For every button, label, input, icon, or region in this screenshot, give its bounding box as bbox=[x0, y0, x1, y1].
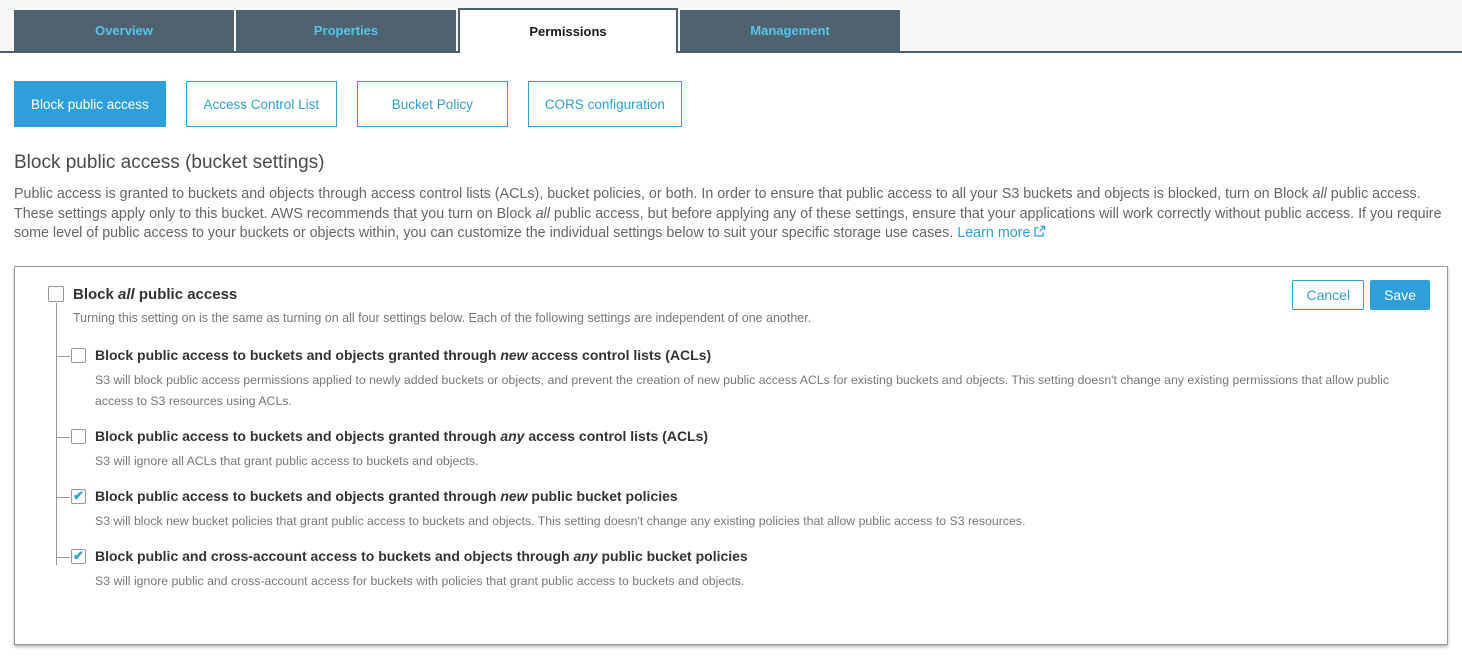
setting-block-any-bucket-policies bbox=[71, 548, 1429, 592]
learn-more-link[interactable]: Learn more bbox=[957, 225, 1031, 241]
subtab-bucket-policy[interactable]: Bucket Policy bbox=[357, 81, 508, 127]
tab-management[interactable]: Management bbox=[680, 10, 900, 51]
tab-properties[interactable]: Properties bbox=[236, 10, 456, 51]
tab-overview[interactable]: Overview bbox=[14, 10, 234, 51]
setting-description: S3 will block public access permissions applied to newly added buckets or objects, and prevent the creation of new public access ACLs for existing buckets and objects. This setting doesn't change any existing permissions that allow public access to S3 resources using ACLs. bbox=[95, 372, 1389, 408]
setting-block-new-acls bbox=[71, 347, 1429, 412]
master-label-pre: Block bbox=[73, 285, 119, 303]
permissions-subtab-bar bbox=[14, 81, 1462, 127]
setting-block-any-bucket-policies-checkbox[interactable] bbox=[71, 549, 86, 564]
page-title: Block public access (bucket settings) bbox=[14, 152, 325, 173]
block-all-public-access-row bbox=[48, 286, 1429, 303]
intro-italic-all-2: all bbox=[535, 205, 550, 222]
tab-permissions[interactable]: Permissions bbox=[458, 8, 678, 53]
master-label-post: public access bbox=[134, 285, 238, 303]
cancel-button[interactable]: Cancel bbox=[1292, 280, 1364, 310]
setting-block-new-bucket-policies bbox=[71, 488, 1429, 532]
bucket-tab-bar bbox=[0, 0, 1462, 53]
block-public-access-panel bbox=[14, 266, 1448, 645]
block-all-public-access-label bbox=[73, 286, 237, 303]
setting-block-any-acls bbox=[71, 428, 1429, 472]
intro-italic-all-1: all bbox=[1312, 186, 1327, 202]
setting-title-pre: Block public and cross-account access to buckets and objects through bbox=[95, 548, 574, 565]
setting-block-new-bucket-policies-checkbox[interactable] bbox=[71, 489, 86, 504]
setting-title-italic: new bbox=[500, 346, 528, 363]
master-label-italic: all bbox=[118, 285, 135, 303]
setting-title-post: public bucket policies bbox=[597, 548, 748, 565]
setting-title-post: access control lists (ACLs) bbox=[527, 346, 712, 363]
subtab-cors-configuration[interactable]: CORS configuration bbox=[528, 81, 682, 127]
intro-text-1: Public access is granted to buckets and objects through access control lists (ACLs), bucket policies, or both. In order to ensure that public access to all your S3 buckets and objects is blocked, turn on Block bbox=[14, 186, 1313, 202]
setting-block-any-acls-checkbox[interactable] bbox=[71, 429, 86, 444]
intro-paragraph bbox=[14, 185, 1448, 245]
setting-description: S3 will ignore public and cross-account access for buckets with policies that grant public access to buckets and objects. bbox=[95, 574, 745, 589]
setting-title-italic: any bbox=[500, 427, 525, 444]
setting-title-italic: new bbox=[500, 487, 528, 504]
setting-title-pre: Block public access to buckets and objects granted through bbox=[95, 487, 501, 504]
setting-title bbox=[95, 347, 711, 363]
setting-description: S3 will ignore all ACLs that grant public access to buckets and objects. bbox=[95, 453, 479, 468]
external-link-icon[interactable] bbox=[1033, 225, 1046, 245]
setting-title-italic: any bbox=[573, 548, 598, 565]
subtab-block-public-access[interactable]: Block public access bbox=[14, 81, 166, 127]
block-all-public-access-checkbox[interactable] bbox=[48, 286, 64, 302]
setting-title bbox=[95, 488, 678, 504]
setting-title-post: access control lists (ACLs) bbox=[524, 427, 709, 444]
setting-block-new-acls-checkbox[interactable] bbox=[71, 348, 86, 363]
settings-tree-line bbox=[56, 303, 57, 565]
setting-description: S3 will block new bucket policies that grant public access to buckets and objects. This setting doesn't change any existing policies that allow public access to S3 resources. bbox=[95, 513, 1026, 528]
block-all-public-access-description: Turning this setting on is the same as turning on all four settings below. Each of the following settings are independent of one another. bbox=[73, 310, 812, 325]
intro-text-3: public access, but before applying any of these settings, ensure that your applications will work correctly without public access. If you require some level of public access to your buckets or objects within, you can customize the individual settings below to suit your specific storage use cases. bbox=[14, 205, 1442, 241]
setting-title bbox=[95, 548, 748, 564]
setting-title-pre: Block public access to buckets and objects granted through bbox=[95, 346, 501, 363]
subtab-access-control-list[interactable]: Access Control List bbox=[186, 81, 337, 127]
intro-text-2: public access. These settings apply only to this bucket. AWS recommends that you turn on Block bbox=[14, 186, 1421, 222]
settings-list bbox=[71, 347, 1429, 593]
setting-title bbox=[95, 428, 708, 444]
save-button[interactable]: Save bbox=[1370, 280, 1430, 310]
panel-actions bbox=[1292, 280, 1430, 310]
setting-title-post: public bucket policies bbox=[527, 487, 678, 504]
setting-title-pre: Block public access to buckets and objects granted through bbox=[95, 427, 501, 444]
